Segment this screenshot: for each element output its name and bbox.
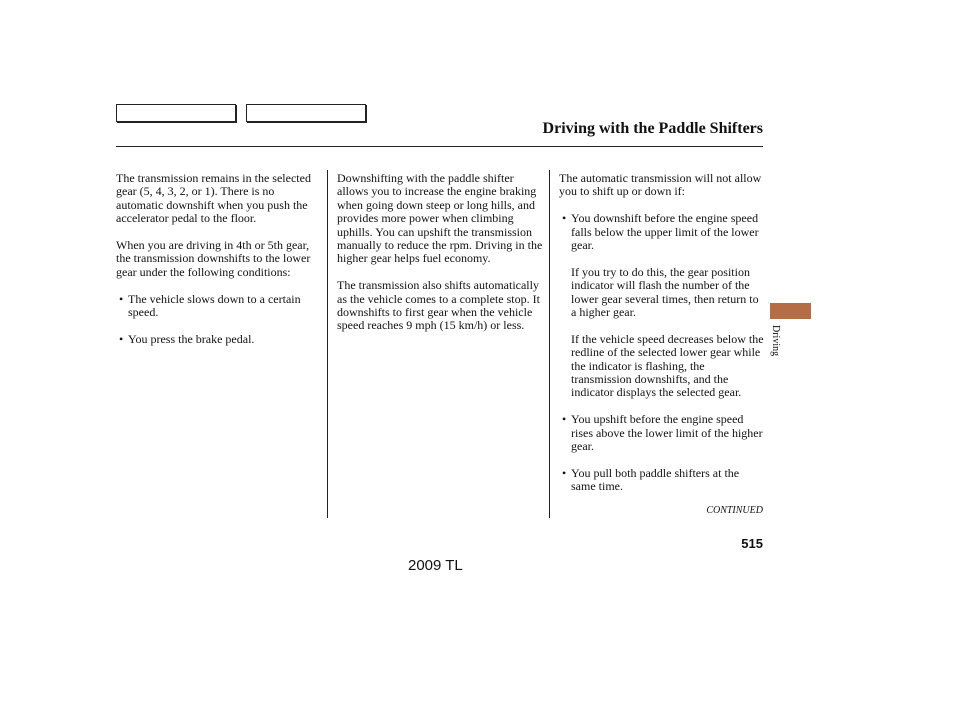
paragraph: The transmission remains in the selected gear (5, 4, 3, 2, or 1). There is no automatic downshift when you push the accelerator pedal to the floor. bbox=[116, 171, 311, 226]
bullet-icon: • bbox=[119, 331, 124, 346]
continued-label: CONTINUED bbox=[706, 505, 763, 516]
paragraph: The automatic transmission will not allow you to shift up or down if: bbox=[559, 171, 762, 199]
bullet-text: You pull both paddle shifters at the same time. bbox=[571, 465, 740, 494]
bullet-item bbox=[559, 467, 765, 494]
paragraph: When you are driving in 4th or 5th gear, the transmission downshifts to the lower gear under the following conditions: bbox=[116, 238, 311, 279]
paragraph: Downshifting with the paddle shifter allows you to increase the engine braking when going down steep or long hills, and provides more power when climbing uphills. You can upshift the transmission manually to reduce the rpm. Driving in the higher gear helps fuel economy. bbox=[337, 171, 543, 266]
bullet-icon: • bbox=[562, 465, 567, 480]
paragraph: The transmission also shifts automatically as the vehicle comes to a complete stop. It downshifts to first gear when the vehicle speed reaches 9 mph (15 km/h) or less. bbox=[337, 278, 540, 333]
bullet-text: The vehicle slows down to a certain speed. bbox=[128, 291, 301, 320]
bullet-text: You upshift before the engine speed rises above the lower limit of the higher gear. bbox=[571, 412, 763, 454]
column-2 bbox=[337, 172, 543, 346]
column-divider bbox=[327, 170, 328, 518]
bullet-item bbox=[116, 333, 318, 346]
section-tab[interactable] bbox=[770, 303, 811, 319]
bullet-item bbox=[559, 212, 765, 252]
nav-box-previous[interactable] bbox=[116, 104, 236, 122]
bullet-icon: • bbox=[562, 412, 567, 427]
page-title: Driving with the Paddle Shifters bbox=[542, 120, 763, 137]
indented-paragraph: If the vehicle speed decreases below the redline of the selected lower gear while the indicator is flashing, the transmission downshifts, and the indicator displays the selected gear. bbox=[571, 331, 764, 400]
header-rule bbox=[116, 146, 763, 147]
bullet-icon: • bbox=[119, 291, 124, 306]
section-tab-label: Driving bbox=[770, 325, 781, 357]
nav-box-next[interactable] bbox=[246, 104, 366, 122]
bullet-icon: • bbox=[562, 211, 567, 226]
bullet-item bbox=[559, 413, 765, 453]
column-1 bbox=[116, 172, 318, 360]
bullet-text: You press the brake pedal. bbox=[128, 331, 255, 346]
column-divider bbox=[549, 170, 550, 518]
page-number: 515 bbox=[741, 536, 763, 551]
column-3 bbox=[559, 172, 765, 507]
indented-paragraph: If you try to do this, the gear position indicator will flash the number of the lower gear several times, then return to a higher gear. bbox=[571, 264, 759, 320]
footer-model: 2009 TL bbox=[408, 557, 463, 574]
bullet-item bbox=[116, 293, 318, 320]
bullet-text: You downshift before the engine speed falls below the upper limit of the lower gear. bbox=[571, 211, 759, 253]
